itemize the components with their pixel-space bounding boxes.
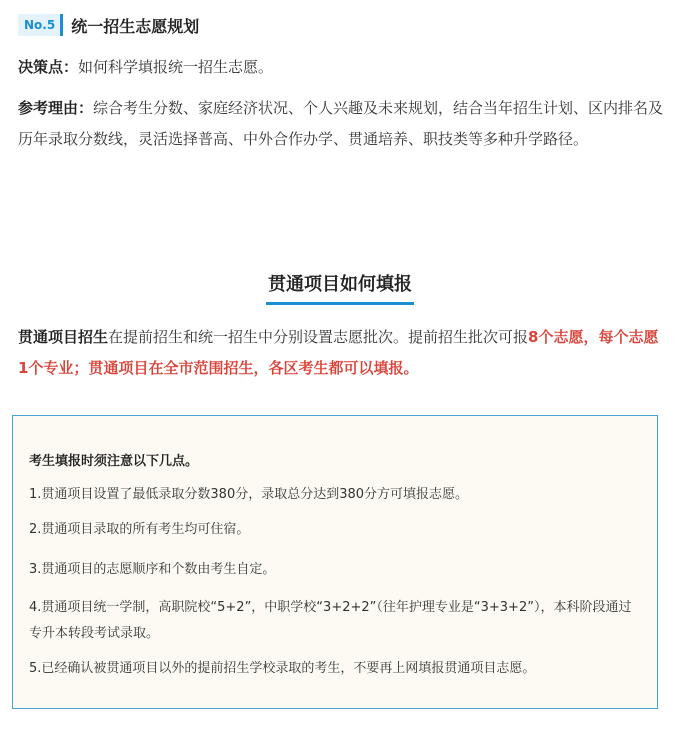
notice-item: 4.贯通项目统一学制，高职院校“5+2”，中职学校“3+2+2”（往年护理专业是“3+3+2”），本科阶段通过专升本转段考试录取。 bbox=[29, 600, 632, 641]
decision-label: 决策点： bbox=[18, 58, 79, 76]
decision-paragraph bbox=[18, 52, 664, 83]
reason-text: 综合考生分数、家庭经济状况、个人兴趣及未来规划，结合当年招生计划、区内排名及历年录取分数线，灵活选择普高、中外合作办学、贯通培养、职技类等多种升学路径。 bbox=[18, 99, 664, 148]
section-title: 统一招生志愿规划 bbox=[71, 16, 200, 36]
guide-heading bbox=[0, 270, 680, 305]
guide-lead-bold: 贯通项目招生 bbox=[18, 328, 109, 346]
notice-title: 考生填报时须注意以下几点。 bbox=[29, 454, 199, 469]
decision-text: 如何科学填报统一招生志愿。 bbox=[78, 58, 274, 76]
reason-label: 参考理由： bbox=[18, 99, 94, 117]
section-number-badge: No.5 bbox=[18, 14, 63, 36]
guide-paragraph bbox=[18, 322, 664, 384]
guide-lead-text: 在提前招生和统一招生中分别设置志愿批次。提前招生批次可报 bbox=[108, 328, 529, 346]
notice-item: 5.已经确认被贯通项目以外的提前招生学校录取的考生，不要再上网填报贯通项目志愿。 bbox=[29, 661, 536, 676]
notice-item: 2.贯通项目录取的所有考生均可住宿。 bbox=[29, 522, 250, 537]
guide-highlight-text: 8个志愿，每个志愿1个专业；贯通项目在全市范围招生，各区考生都可以填报。 bbox=[18, 328, 659, 377]
notice-item: 1.贯通项目设置了最低录取分数380分，录取总分达到380分方可填报志愿。 bbox=[29, 487, 469, 502]
reason-paragraph bbox=[18, 93, 664, 155]
section-header bbox=[18, 12, 199, 38]
notice-item: 3.贯通项目的志愿顺序和个数由考生自定。 bbox=[29, 562, 276, 577]
guide-title: 贯通项目如何填报 bbox=[266, 270, 414, 305]
notice-box bbox=[12, 415, 658, 709]
